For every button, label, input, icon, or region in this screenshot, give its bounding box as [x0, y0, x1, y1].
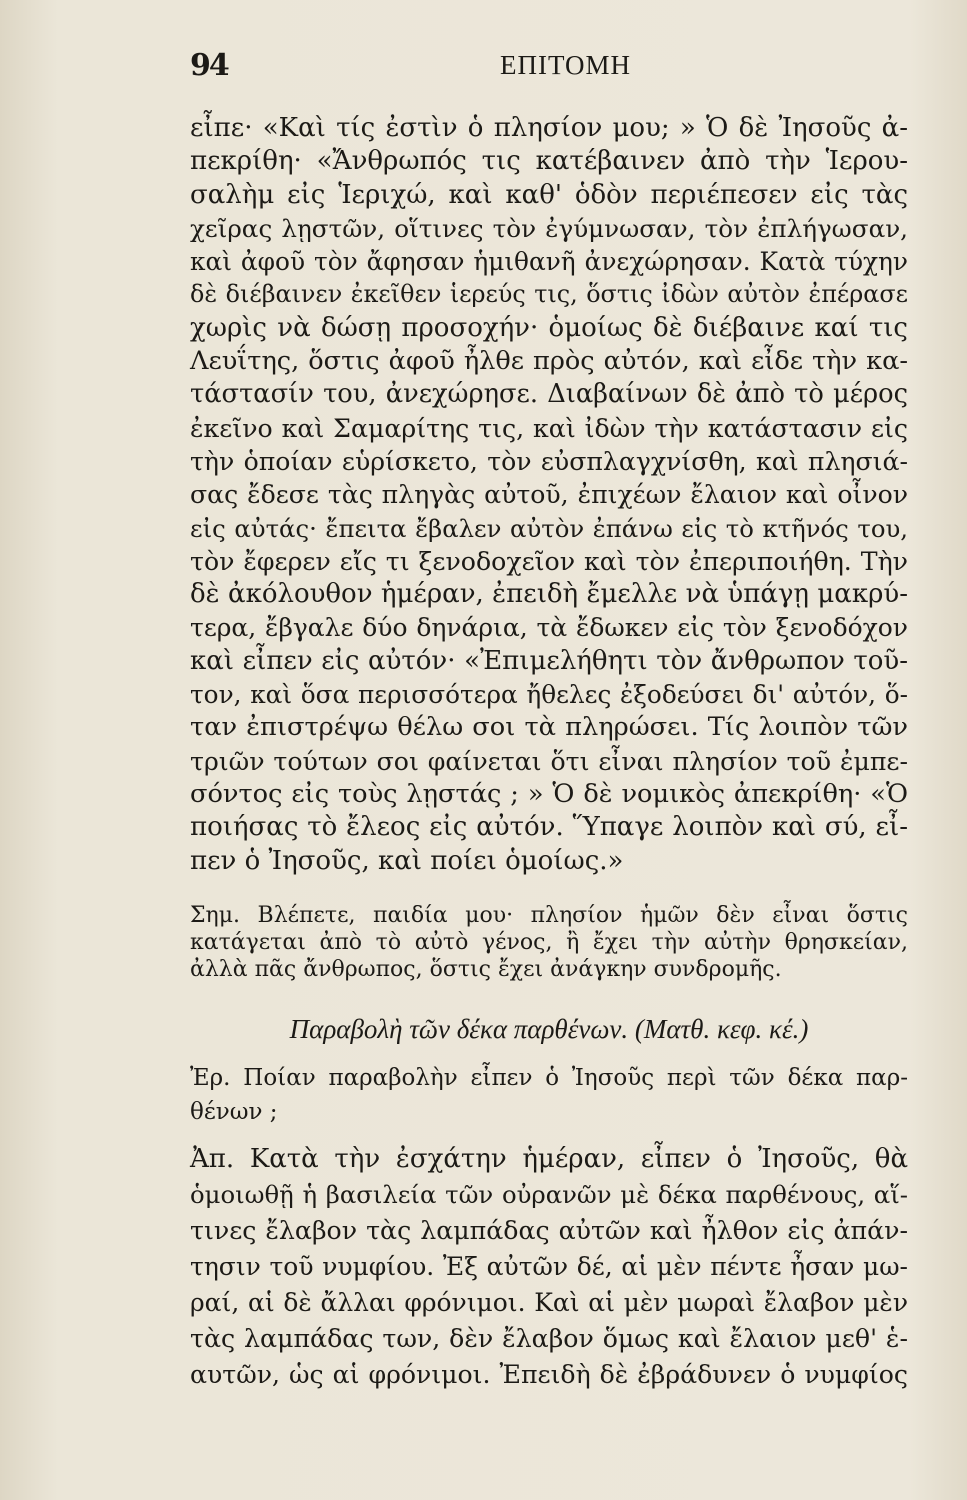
section-heading: Παραβολὴ τῶν δέκα παρθένων. (Ματθ. κεφ. κέ.)	[289, 1013, 809, 1044]
text-line: χεῖρας λῃστῶν, οἵτινες τὸν ἐγύμνωσαν, τὸν ἐπλήγωσαν,	[190, 213, 908, 243]
note-line: ἀλλὰ πᾶς ἄνθρωπος, ὅστις ἔχει ἀνάγκην συνδρομῆς.	[190, 956, 782, 982]
text-line: εἰς αὐτάς· ἔπειτα ἔβαλεν αὐτὸν ἐπάνω εἰς τὸ κτῆνός του,	[190, 513, 908, 543]
text-line: εἶπε· «Καὶ τίς ἐστὶν ὁ πλησίον μου; » Ὁ δὲ Ἰησοῦς ἀ-	[190, 113, 908, 143]
answer-line: τὰς λαμπάδας των, δὲν ἔλαβον ὅμως καὶ ἔλαιον μεθ' ἑ-	[190, 1323, 908, 1353]
question-line: θένων ;	[190, 1098, 278, 1125]
text-line: τερα, ἔβγαλε δύο δηνάρια, τὰ ἔδωκεν εἰς τὸν ξενοδόχον	[190, 613, 908, 643]
main-text	[190, 112, 908, 1393]
answer-line: τινες ἔλαβον τὰς λαμπάδας αὐτῶν καὶ ἦλθον εἰς ἀπάν-	[190, 1215, 908, 1245]
running-title: ΕΠΙΤΟΜΗ	[500, 50, 631, 80]
note-line: Σημ. Βλέπετε, παιδία μου· πλησίον ἡμῶν δὲν εἶναι ὅστις	[190, 902, 908, 928]
text-line: πεν ὁ Ἰησοῦς, καὶ ποίει ὁμοίως.»	[190, 845, 624, 876]
text-line: σαλὴμ εἰς Ἱεριχώ, καὶ καθ' ὁδὸν περιέπεσεν εἰς τὰς	[190, 179, 908, 210]
question-block	[190, 1061, 908, 1129]
text-line: χωρὶς νὰ δώσῃ προσοχήν· ὁμοίως δὲ διέβαινε καί τις	[190, 312, 908, 343]
text-line: ταν ἐπιστρέψω θέλω σοι τὰ πληρώσει. Τίς λοιπὸν τῶν	[190, 712, 908, 743]
text-line: τον, καὶ ὅσα περισσότερα ἤθελες ἐξοδεύσει δι' αὐτόν, ὅ-	[190, 680, 908, 710]
text-line: ἐκεῖνο καὶ Σαμαρίτης τις, καὶ ἰδὼν τὴν κατάστασιν εἰς	[190, 413, 908, 443]
answer-line: ὁμοιωθῇ ἡ βασιλεία τῶν οὐρανῶν μὲ δέκα παρθένους, αἵ-	[190, 1179, 908, 1209]
text-line: Λευΐτης, ὅστις ἀφοῦ ἦλθε πρὸς αὐτόν, καὶ εἶδε τὴν κα-	[190, 346, 908, 377]
question-line: Ἐρ. Ποίαν παραβολὴν εἶπεν ὁ Ἰησοῦς περὶ τῶν δέκα παρ-	[190, 1064, 908, 1091]
answer-line: αυτῶν, ὡς αἱ φρόνιμοι. Ἐπειδὴ δὲ ἐβράδυνεν ὁ νυμφίος	[190, 1359, 908, 1389]
answer-line: τησιν τοῦ νυμφίου. Ἐξ αὐτῶν δέ, αἱ μὲν πέντε ἦσαν μω-	[190, 1251, 908, 1281]
text-line: τὴν ὁποίαν εὑρίσκετο, τὸν εὐσπλαγχνίσθη, καὶ πλησιά-	[190, 446, 908, 476]
page-number: 94	[190, 48, 228, 83]
answer-line: Ἀπ. Κατὰ τὴν ἐσχάτην ἡμέραν, εἶπεν ὁ Ἰησοῦς, θὰ	[190, 1143, 908, 1174]
text-line: καὶ εἶπεν εἰς αὐτόν· «Ἐπιμελήθητι τὸν ἄνθρωπον τοῦ-	[190, 645, 908, 676]
answer-block	[190, 1141, 908, 1393]
footnote	[190, 902, 908, 983]
text-line: δὲ ἀκόλουθον ἡμέραν, ἐπειδὴ ἔμελλε νὰ ὑπάγῃ μακρύ-	[190, 579, 908, 610]
text-line: σας ἔδεσε τὰς πληγὰς αὐτοῦ, ἐπιχέων ἔλαιον καὶ οἶνον	[190, 480, 908, 510]
text-line: καὶ ἀφοῦ τὸν ἄφησαν ἡμιθανῆ ἀνεχώρησαν. Κατὰ τύχην	[190, 247, 908, 277]
text-line: σόντος εἰς τοὺς λῃστάς ; » Ὁ δὲ νομικὸς ἀπεκρίθη· «Ὁ	[190, 778, 908, 809]
answer-line: ραί, αἱ δὲ ἄλλαι φρόνιμοι. Καὶ αἱ μὲν μωραὶ ἔλαβον μὲν	[190, 1287, 908, 1317]
text-line: δὲ διέβαινεν ἐκεῖθεν ἱερεύς τις, ὅστις ἰδὼν αὐτὸν ἐπέρασε	[190, 280, 908, 309]
text-line: τάστασίν του, ἀνεχώρησε. Διαβαίνων δὲ ἀπὸ τὸ μέρος	[190, 379, 908, 410]
text-line: τριῶν τούτων σοι φαίνεται ὅτι εἶναι πλησίον τοῦ ἐμπε-	[190, 746, 908, 776]
text-line: πεκρίθη· «Ἄνθρωπός τις κατέβαινεν ἀπὸ τὴν Ἱερου-	[190, 146, 908, 177]
text-line: τὸν ἔφερεν εἴς τι ξενοδοχεῖον καὶ τὸν ἐπεριποιήθη. Τὴν	[190, 546, 908, 576]
text-line: ποιήσας τὸ ἔλεος εἰς αὐτόν. Ὕπαγε λοιπὸν καὶ σύ, εἶ-	[190, 812, 908, 843]
note-line: κατάγεται ἀπὸ τὸ αὐτὸ γένος, ἢ ἔχει τὴν αὐτὴν θρησκείαν,	[190, 929, 908, 955]
running-head	[190, 48, 900, 88]
parable-paragraph	[190, 112, 908, 878]
